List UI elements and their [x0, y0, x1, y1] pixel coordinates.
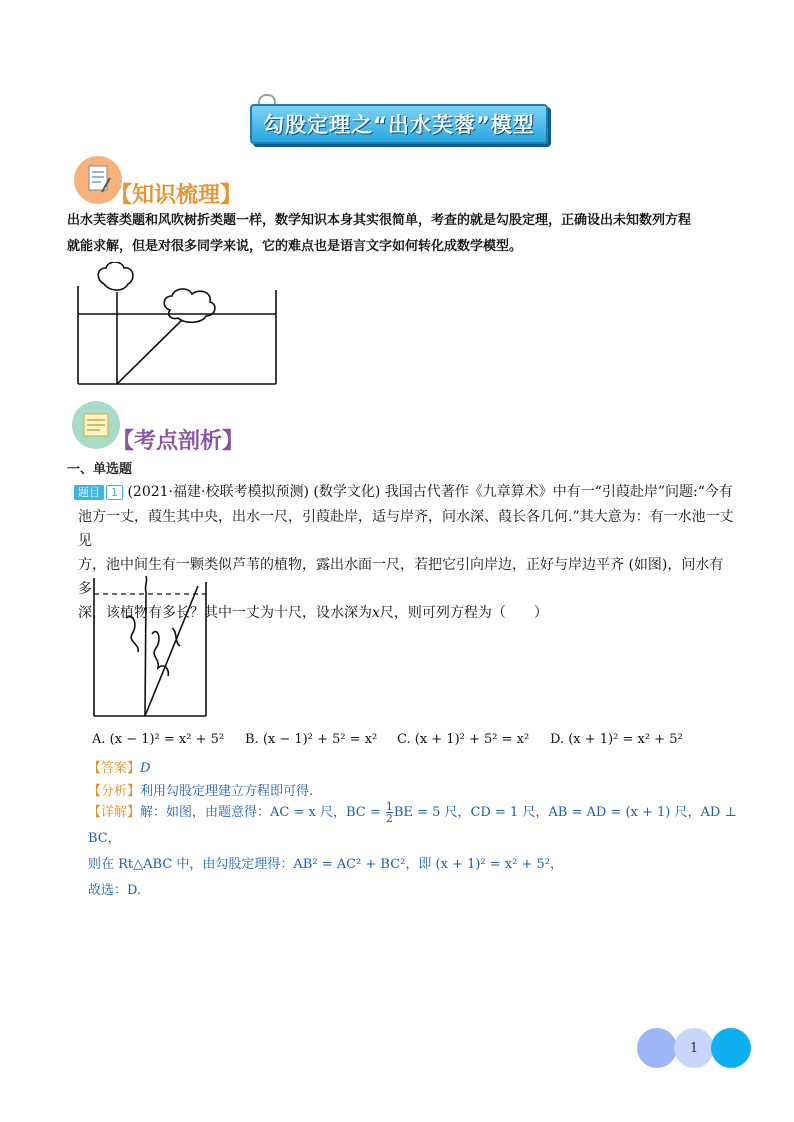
page-title: 勾股定理之“出水芙蓉”模型: [263, 113, 535, 137]
option-a[interactable]: A. (x − 1)² = x² + 5²: [92, 732, 225, 747]
detail-tag: 【详解】: [88, 805, 141, 820]
reed-diagram: [88, 572, 218, 722]
analysis-text: 利用勾股定理建立方程即可得.: [140, 784, 314, 799]
detail-line-1a: 解：如图，由题意得：AC = x 尺，BC =: [140, 805, 385, 820]
option-b[interactable]: B. (x − 1)² + 5² = x²: [245, 732, 378, 747]
page-circle-left: [637, 1028, 677, 1068]
option-d[interactable]: D. (x + 1)² = x² + 5²: [550, 732, 683, 747]
analysis-tag: 【分析】: [88, 784, 141, 799]
page-circle-right: [711, 1028, 751, 1068]
intro-line-1: 出水芙蓉类题和风吹树折类题一样，数学知识本身其实很简单，考查的就是勾股定理，正确设出未知数列方程: [67, 213, 692, 228]
question-line-3: 方，池中间生有一颗类似芦苇的植物，露出水面一尺，若把它引向岸边，正好与岸边平齐 (如图)，问水有多: [78, 557, 724, 597]
fraction-numerator: 1: [385, 800, 393, 813]
question-var: x: [372, 605, 380, 621]
fraction-half: [386, 801, 393, 824]
question-line-2: 池方一丈，葭生其中央，出水一尺，引葭赴岸，适与岸齐，问水深、葭长各几何.”其大意为：有一水池一丈见: [78, 509, 734, 549]
option-c[interactable]: C. (x + 1)² + 5² = x²: [397, 732, 530, 747]
question-line-1: (2021·福建·校联考模拟预测) (数学文化) 我国古代著作《九章算术》中有一“引葭赴岸”问题:“今有: [127, 484, 733, 500]
question-line-4b: 尺，则可列方程为（ ）: [379, 605, 548, 621]
part-label: 一、单选题: [67, 462, 133, 477]
page-number: 1: [689, 1040, 699, 1056]
detail-line-2: 则在 Rt△ABC 中，由勾股定理得：AB² = AC² + BC²，即 (x + 1)² = x² + 5²，: [88, 857, 563, 872]
page-circle-middle: [674, 1028, 714, 1068]
detail-block: [88, 800, 748, 904]
analysis-line: [88, 780, 313, 799]
intro-paragraph: [67, 208, 737, 260]
detail-line-1b: BE = 5 尺，CD = 1 尺，AB = AD = (x + 1) 尺，AD ⊥ BC，: [88, 805, 737, 846]
section-heading-knowledge: 【知识梳理】: [110, 183, 243, 208]
fraction-denominator: 2: [385, 812, 393, 825]
lotus-diagram: [70, 262, 290, 392]
answer-tag: 【答案】: [88, 761, 141, 776]
title-banner: [250, 104, 548, 144]
detail-line-3: 故选：D.: [88, 883, 142, 898]
section-heading-analysis: 【考点剖析】: [112, 429, 245, 454]
intro-line-2: 就能求解，但是对很多同学来说，它的难点也是语言文字如何转化成数学模型。: [67, 239, 523, 254]
answer-value: D: [140, 761, 151, 776]
question-badge: 题目: [74, 485, 104, 500]
question-line-4a: 深，该植物有多长？其中一丈为十尺，设水深为: [78, 605, 372, 621]
question-number: 1: [106, 485, 123, 500]
answer-line: [88, 757, 150, 776]
